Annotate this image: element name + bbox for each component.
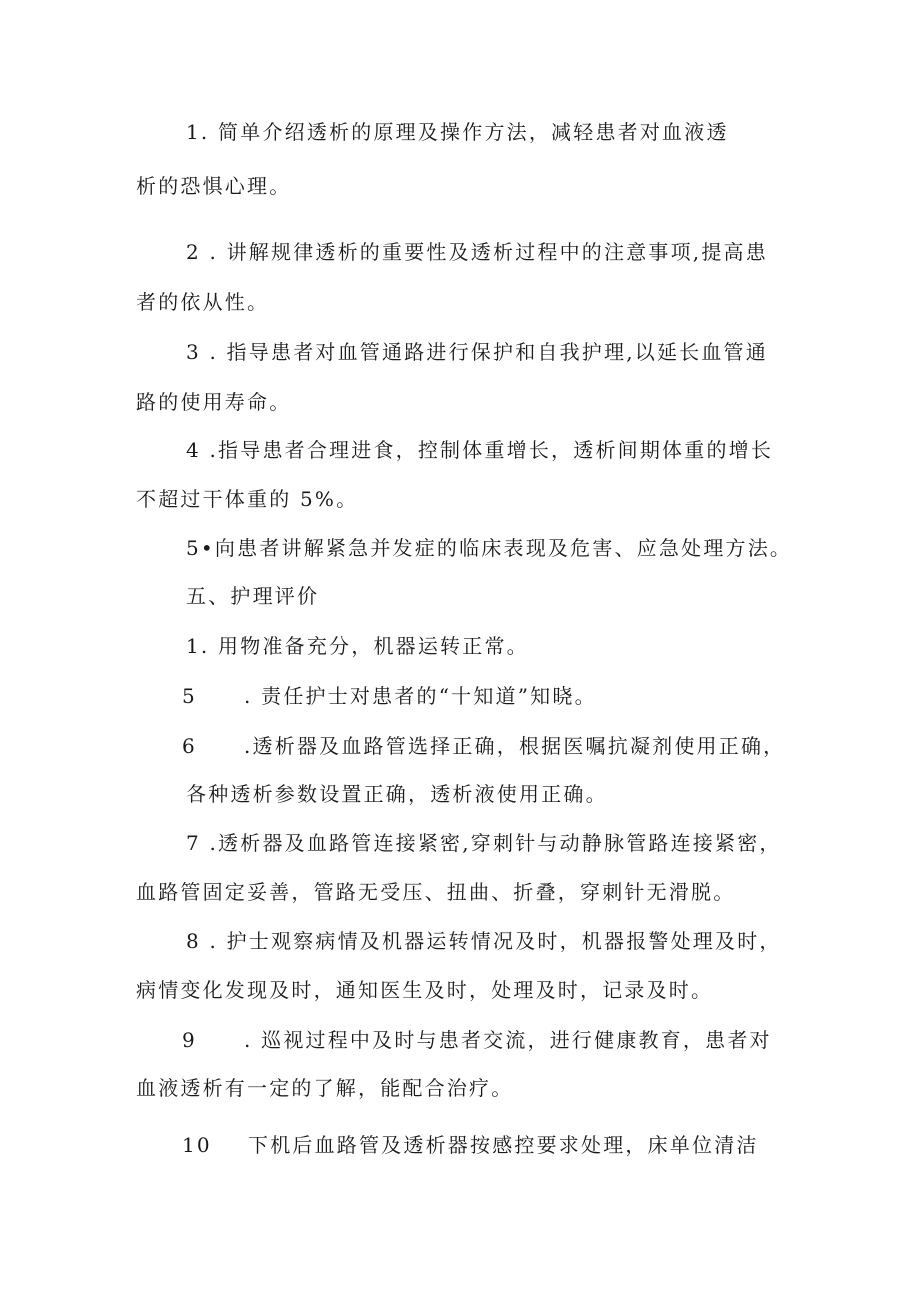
- item-number: 10: [182, 1133, 212, 1157]
- text-line: 析的恐惧心理。: [136, 174, 292, 198]
- text-line: 5•向患者讲解紧急并发症的临床表现及危害、应急处理方法。: [186, 536, 793, 560]
- text-line: .透析器及血路管选择正确，根据医嘱抗凝剂使用正确，: [244, 734, 786, 758]
- text-line: 下机后血路管及透析器按感控要求处理，床单位清洁: [248, 1133, 759, 1157]
- section-heading: 五、护理评价: [186, 584, 320, 608]
- text-line: . 责任护士对患者的“十知道”知晓。: [244, 684, 597, 708]
- text-line: 7 .透析器及血路管连接紧密,穿刺针与动静脉管路连接紧密，: [186, 831, 782, 855]
- text-line: 各种透析参数设置正确，透析液使用正确。: [186, 782, 608, 806]
- text-line: 3 . 指导患者对血管通路进行保护和自我护理,以延长血管通: [186, 340, 768, 364]
- text-line: 血液透析有一定的了解，能配合治疗。: [136, 1076, 514, 1100]
- item-number: 9: [182, 1028, 197, 1052]
- text-line: 者的依从性。: [136, 290, 270, 314]
- text-line: 血路管固定妥善，管路无受压、扭曲、折叠，穿刺针无滑脱。: [136, 880, 736, 904]
- item-number: 5: [182, 684, 197, 708]
- text-line: 2 . 讲解规律透析的重要性及透析过程中的注意事项,提高患: [186, 240, 768, 264]
- text-line: . 巡视过程中及时与患者交流，进行健康教育，患者对: [244, 1028, 772, 1052]
- text-line: 路的使用寿命。: [136, 390, 292, 414]
- text-line: 8 . 护士观察病情及机器运转情况及时，机器报警处理及时，: [186, 929, 782, 953]
- text-line: 不超过干体重的 5%。: [136, 487, 359, 511]
- text-line: 1. 简单介绍透析的原理及操作方法，减轻患者对血液透: [186, 120, 729, 144]
- item-number: 6: [182, 734, 197, 758]
- text-line: 1. 用物准备充分，机器运转正常。: [186, 634, 529, 658]
- text-line: 病情变化发现及时，通知医生及时，处理及时，记录及时。: [136, 978, 714, 1002]
- text-line: 4 .指导患者合理进食，控制体重增长，透析间期体重的增长: [186, 438, 774, 462]
